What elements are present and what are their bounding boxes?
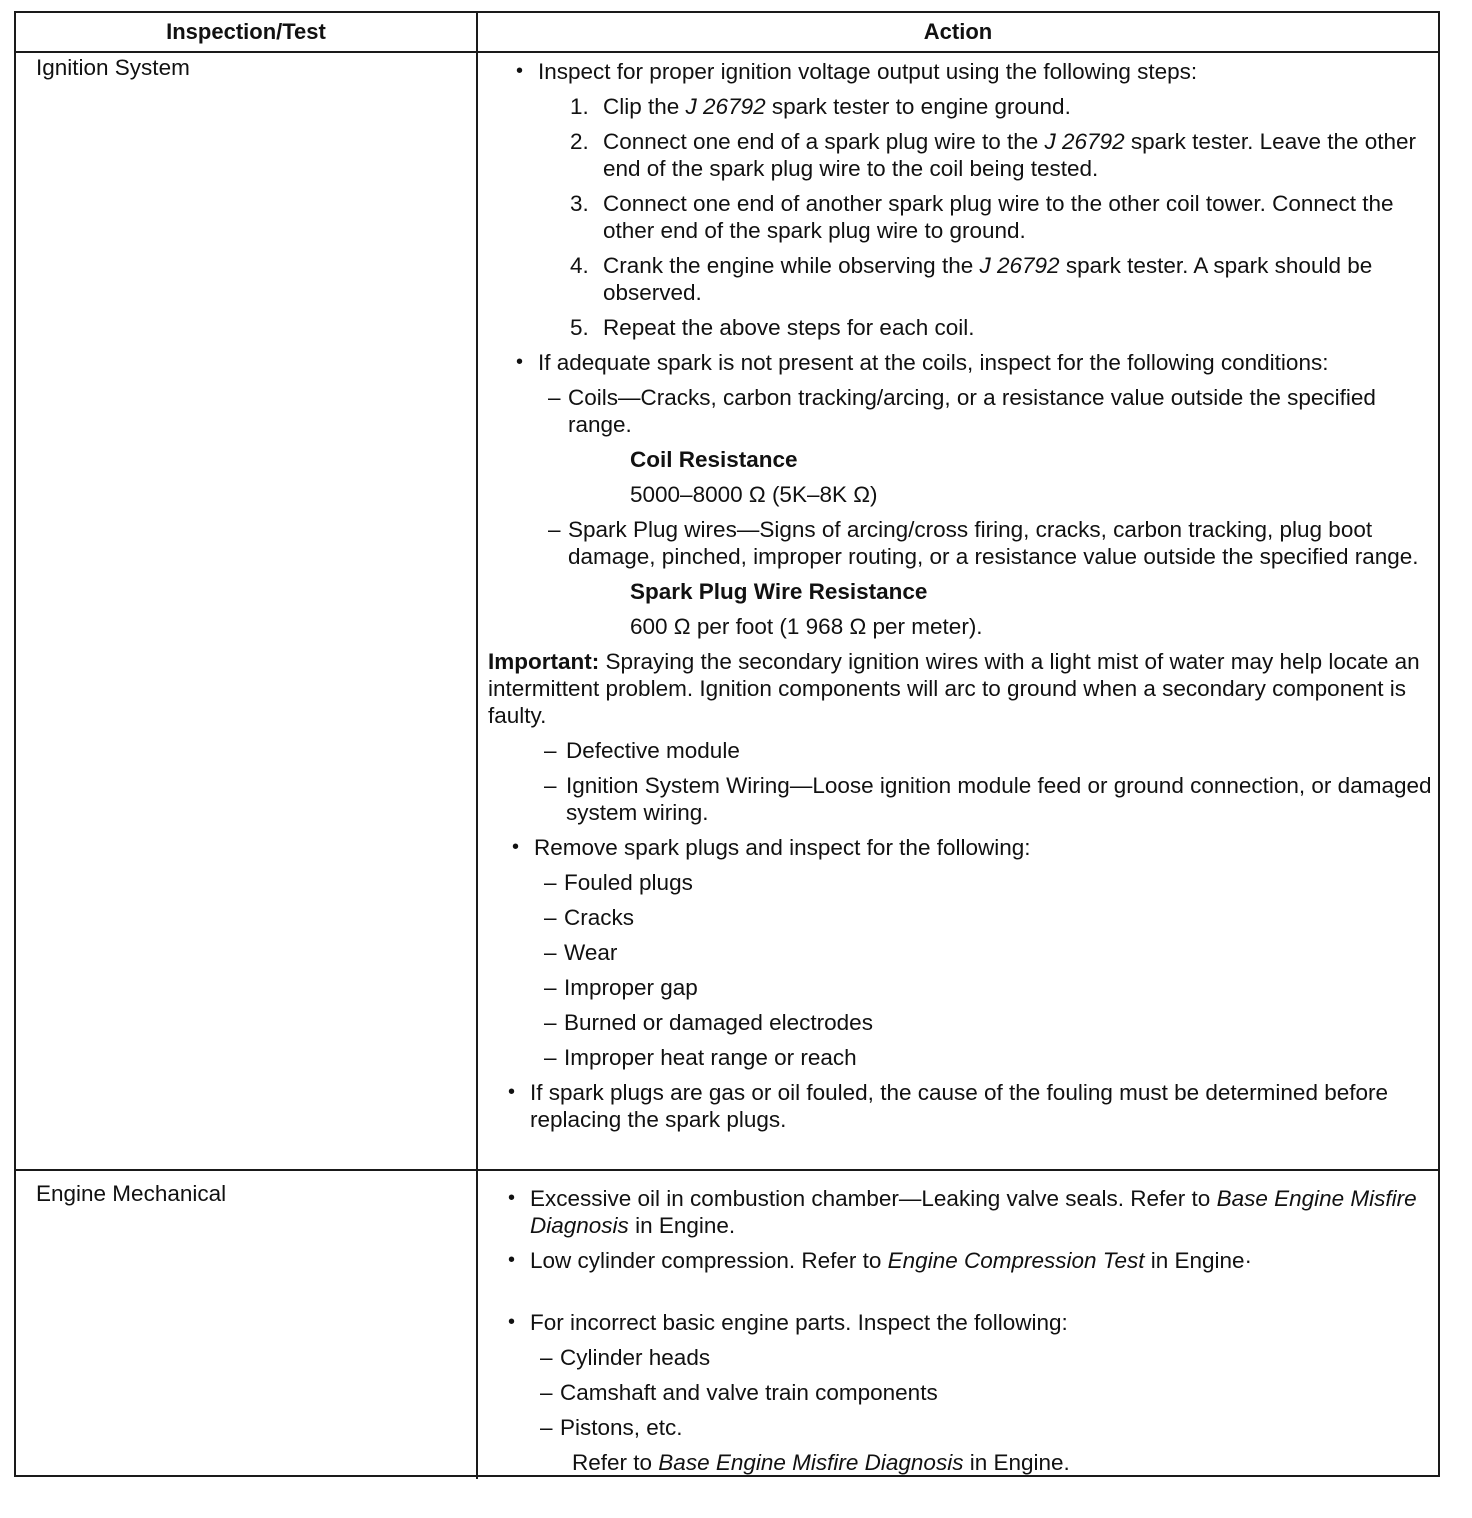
wire-resistance-title: Spark Plug Wire Resistance [630,579,928,604]
dash: – [548,385,561,410]
list-item: – Coils—Cracks, carbon tracking/arcing, or a resistance value outside the specified range. [548,385,1376,437]
header-action: Action [923,19,993,44]
list-item: – Cracks [544,905,635,930]
step-number: 1. [570,94,589,119]
step-number: 4. [570,253,589,278]
dash: – [544,773,557,798]
bullet: • [516,351,524,373]
list-item [486,58,1436,85]
tool-ref: J 26792 [1044,129,1125,154]
header-inspection-test: Inspection/Test [166,19,326,44]
bullet: • [508,1249,516,1271]
list-item: – Improper gap [544,975,698,1000]
important-label: Important: [488,649,600,674]
tool-ref: J 26792 [979,253,1060,278]
list-item: • Remove spark plugs and inspect for the following: [512,835,1031,860]
list-item: • For incorrect basic engine parts. Inspect the following: [508,1310,1068,1335]
bullet: • [508,1311,516,1333]
wire-resistance-value: 600 Ω per foot (1 968 Ω per meter). [630,614,983,639]
list-item: – Burned or damaged electrodes [544,1010,873,1035]
coil-resistance-title: Coil Resistance [630,447,798,472]
step-intro: Inspect for proper ignition voltage output using the following steps: [538,59,1198,84]
tool-ref: J 26792 [685,94,766,119]
bullet: • [508,1187,516,1209]
coil-resistance-value: 5000–8000 Ω (5K–8K Ω) [630,482,878,507]
list-item: • Excessive oil in combustion chamber—Leaking valve seals. Refer to Base Engine Misfire Diagnosis in Engine. [508,1186,1417,1238]
ignition-actions [486,58,1436,1141]
list-item: • If adequate spark is not present at the coils, inspect for the following conditions: [516,350,1329,375]
list-item: – Defective module [544,738,740,763]
list-item: 4. Crank the engine while observing the J 26792 spark tester. A spark should be observed. [570,253,1373,305]
list-item: – Wear [544,940,618,965]
doc-ref: Engine Compression Test [887,1248,1145,1273]
doc-ref: Base Engine Misfire Diagnosis [530,1186,1417,1238]
refer-note: Refer to Base Engine Misfire Diagnosis in Engine. [572,1450,1070,1475]
engine-mechanical-label: Engine Mechanical [36,1181,227,1206]
row-divider [16,1169,1438,1171]
column-divider [476,13,478,1479]
list-item: • If spark plugs are gas or oil fouled, the cause of the fouling must be determined before replacing the spark plugs. [508,1080,1389,1132]
doc-ref: Base Engine Misfire Diagnosis [658,1450,964,1475]
step-number: 2. [570,129,589,154]
dash: – [544,738,557,763]
table-header [16,13,1438,53]
important-note: Important: Spraying the secondary ignition wires with a light mist of water may help locate an intermittent problem. Ignition components will arc to ground when a secondary component is faulty. [488,649,1420,728]
list-item: 1. Clip the J 26792 spark tester to engine ground. [570,94,1071,119]
step-number: 5. [570,315,589,340]
list-item: • Low cylinder compression. Refer to Engine Compression Test in Engine· [508,1248,1253,1273]
bullet: • [508,1081,516,1103]
list-item: 3. Connect one end of another spark plug wire to the other coil tower. Connect the other end of the spark plug wire to ground. [570,191,1394,243]
list-item: – Fouled plugs [544,870,693,895]
list-item: – Ignition System Wiring—Loose ignition module feed or ground connection, or damaged system wiring. [544,773,1432,825]
ignition-system-label: Ignition System [36,55,190,80]
list-item: – Camshaft and valve train components [540,1380,938,1405]
list-item: 5. Repeat the above steps for each coil. [570,315,975,340]
engine-actions [486,1185,1436,1484]
list-item: 2. Connect one end of a spark plug wire to the J 26792 spark tester. Leave the other end of the spark plug wire to the coil being tested. [570,129,1417,181]
list-item: – Pistons, etc. [540,1415,683,1440]
list-item: – Spark Plug wires—Signs of arcing/cross firing, cracks, carbon tracking, plug boot damage, pinched, improper routing, or a resistance value outside the specified range. [548,517,1419,569]
list-item: – Cylinder heads [540,1345,711,1370]
step-number: 3. [570,191,589,216]
bullet: • [512,836,520,858]
diagnosis-table [14,11,1440,1477]
dash: – [548,517,561,542]
list-item: – Improper heat range or reach [544,1045,857,1070]
bullet: • [516,60,524,82]
